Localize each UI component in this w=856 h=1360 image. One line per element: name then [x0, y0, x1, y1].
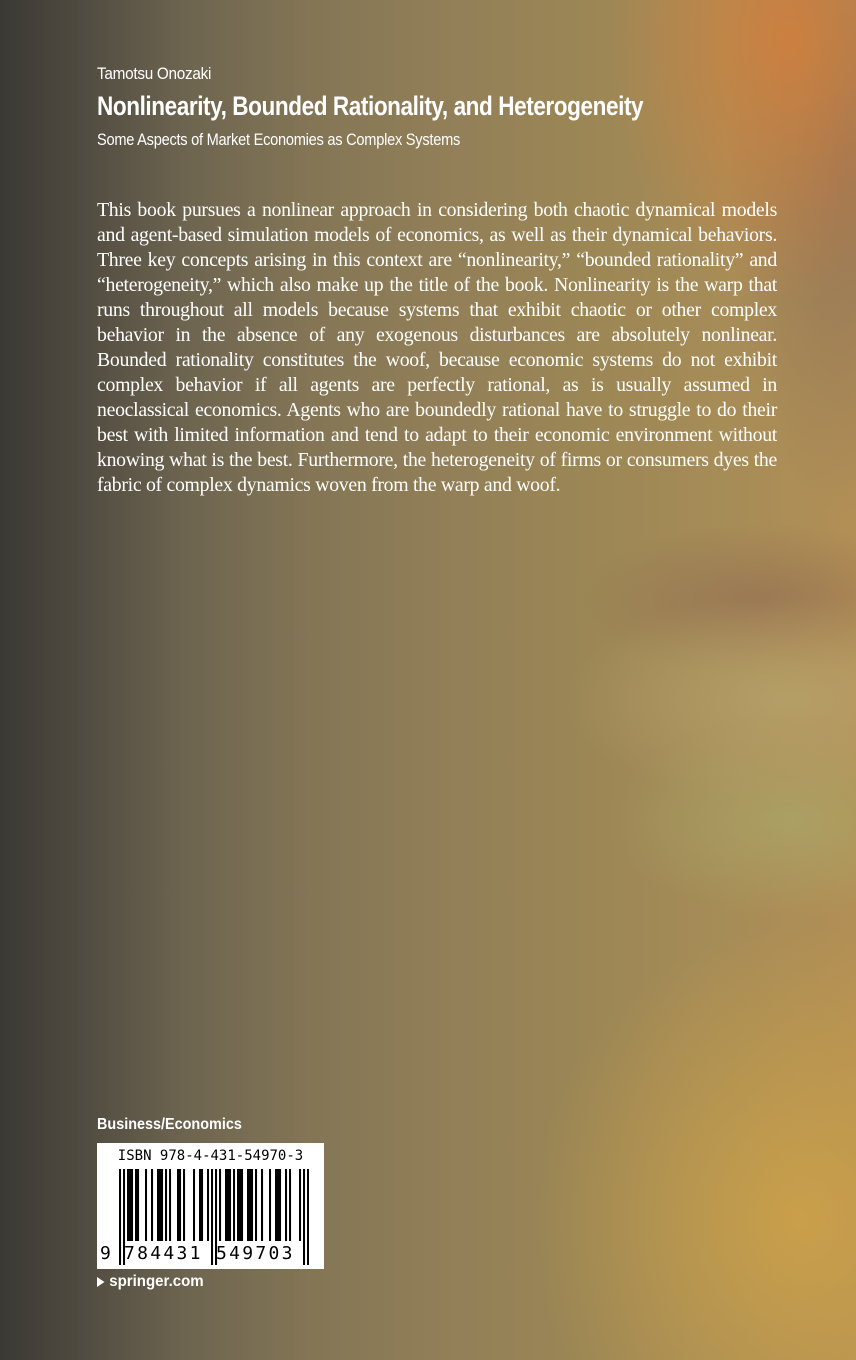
book-description: This book pursues a nonlinear approach in considering both chaotic dynamical models and agent-based simulation models of economics, as well as their dynamical behaviors. Three key concepts arising in this context are “nonlinearity,” “bounded rationality” and “heterogeneity,” which also make up the title of the book. Nonlinearity is the warp that runs throughout all models because systems that exhibit chaotic or other complex behavior in the absence of any exogenous disturbances are absolutely nonlinear. Bounded rationality constitutes the woof, because economic systems do not exhibit complex behavior if all agents are perfectly rational, as is usually assumed in neoclassical economics. Agents who are boundedly rational have to struggle to do their best with limited information and tend to adapt to their economic environment without knowing what is the best. Furthermore, the heterogeneity of firms or consumers dyes the fabric of complex dynamics woven from the warp and woof.: [97, 199, 777, 496]
barcode-bar: [225, 1169, 227, 1241]
barcode-bar: [157, 1169, 159, 1241]
ean-right-group: 549703: [216, 1243, 295, 1264]
barcode-bar: [201, 1169, 203, 1241]
isbn-label: ISBN 978-4-431-54970-3: [117, 1148, 304, 1164]
isbn-barcode: [97, 1143, 324, 1269]
barcode-bar: [277, 1169, 279, 1241]
barcode-bar: [255, 1169, 257, 1241]
barcode-bar: [193, 1169, 195, 1241]
barcode-bar: [177, 1169, 179, 1241]
barcode-bar: [131, 1169, 133, 1241]
barcode-bar: [279, 1169, 281, 1241]
barcode-bar: [241, 1169, 243, 1241]
barcode-bar: [219, 1169, 221, 1241]
barcode-bar: [251, 1169, 253, 1241]
barcode-bar: [211, 1169, 213, 1265]
book-title: Nonlinearity, Bounded Rationality, and Heterogeneity: [97, 91, 644, 121]
barcode-bar: [269, 1169, 271, 1241]
barcode-bar: [249, 1169, 251, 1241]
barcode-bar: [227, 1169, 229, 1241]
barcode-bar: [169, 1169, 171, 1241]
barcode-bar: [145, 1169, 147, 1241]
barcode-bar: [299, 1169, 301, 1241]
barcode-bar: [207, 1169, 209, 1241]
barcode-bar: [179, 1169, 181, 1241]
barcode-bar: [303, 1169, 305, 1265]
author-name: Tamotsu Onozaki: [97, 64, 212, 83]
barcode-bar: [261, 1169, 263, 1241]
barcode-bar: [151, 1169, 153, 1241]
barcode-bar: [289, 1169, 291, 1241]
ean-first-digit: 9: [100, 1243, 114, 1264]
barcode-bar: [239, 1169, 241, 1241]
book-subtitle: Some Aspects of Market Economies as Complex Systems: [97, 130, 461, 149]
barcode-bar: [165, 1169, 167, 1241]
ean-left-group: 784431: [124, 1243, 203, 1264]
barcode-bar: [233, 1169, 235, 1241]
barcode-bar: [119, 1169, 121, 1265]
barcode-bar: [237, 1169, 239, 1241]
subject-category: Business/Economics: [97, 1116, 242, 1133]
barcode-bar: [183, 1169, 185, 1241]
barcode-bar: [307, 1169, 309, 1265]
barcode-bar: [229, 1169, 231, 1241]
barcode-bar: [247, 1169, 249, 1241]
barcode-bar: [135, 1169, 137, 1241]
barcode-bar: [285, 1169, 287, 1241]
publisher-website-link[interactable]: [97, 1273, 204, 1291]
barcode-bar: [275, 1169, 277, 1241]
barcode-bar: [159, 1169, 161, 1241]
barcode-bar: [129, 1169, 131, 1241]
barcode-bar: [161, 1169, 163, 1241]
barcode-bar: [127, 1169, 129, 1241]
barcode-bar: [199, 1169, 201, 1241]
play-arrow-icon: [97, 1277, 105, 1287]
barcode-bar: [137, 1169, 139, 1241]
website-label: springer.com: [109, 1273, 204, 1290]
